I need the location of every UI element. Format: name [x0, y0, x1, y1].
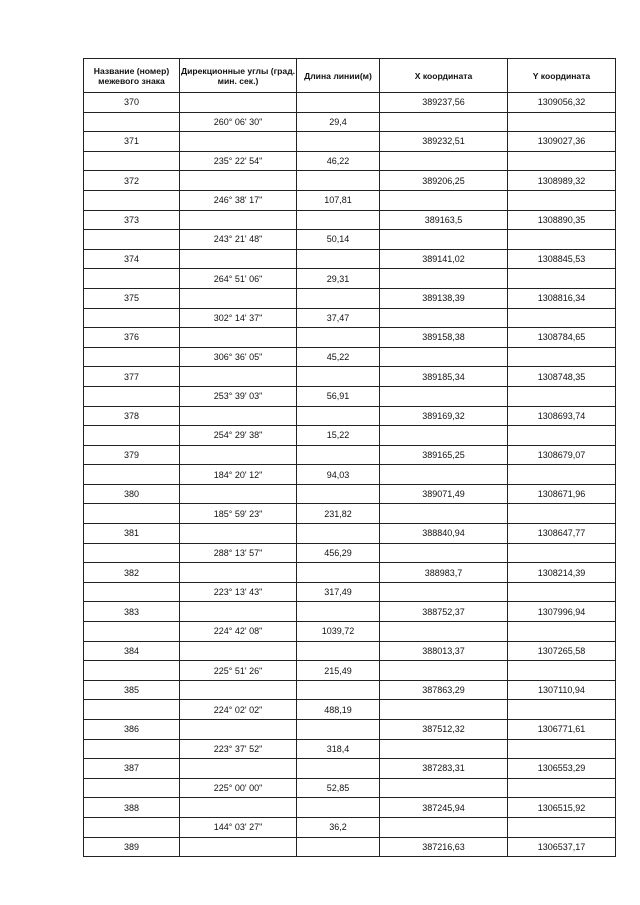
x-coordinate: 389185,34: [380, 367, 508, 387]
line-length: 50,14: [297, 230, 380, 250]
empty-cell: [84, 817, 180, 837]
y-coordinate: 1306537,17: [508, 837, 616, 857]
header-name: Название (номер) межевого знака: [84, 59, 180, 93]
table-row-point: [84, 93, 616, 113]
line-length: 488,19: [297, 700, 380, 720]
table-row-segment: [84, 504, 616, 524]
point-name: 386: [84, 720, 180, 740]
table-row-point: [84, 288, 616, 308]
empty-cell: [380, 386, 508, 406]
table-row-point: [84, 406, 616, 426]
empty-cell: [180, 288, 297, 308]
table-row-point: [84, 680, 616, 700]
empty-cell: [180, 602, 297, 622]
x-coordinate: 388013,37: [380, 641, 508, 661]
header-x: X координата: [380, 59, 508, 93]
direction-angle: 225° 51' 26": [180, 661, 297, 681]
empty-cell: [84, 622, 180, 642]
point-name: 374: [84, 249, 180, 269]
empty-cell: [84, 308, 180, 328]
empty-cell: [180, 406, 297, 426]
empty-cell: [508, 543, 616, 563]
line-length: 29,4: [297, 112, 380, 132]
empty-cell: [380, 622, 508, 642]
table-row-segment: [84, 817, 616, 837]
empty-cell: [508, 386, 616, 406]
direction-angle: 243° 21' 48": [180, 230, 297, 250]
table-row-point: [84, 563, 616, 583]
point-name: 371: [84, 132, 180, 152]
x-coordinate: 389206,25: [380, 171, 508, 191]
empty-cell: [380, 426, 508, 446]
empty-cell: [380, 190, 508, 210]
empty-cell: [180, 798, 297, 818]
empty-cell: [180, 171, 297, 191]
x-coordinate: 388752,37: [380, 602, 508, 622]
x-coordinate: 389237,56: [380, 93, 508, 113]
y-coordinate: 1308748,35: [508, 367, 616, 387]
empty-cell: [508, 700, 616, 720]
empty-cell: [508, 308, 616, 328]
x-coordinate: 387863,29: [380, 680, 508, 700]
line-length: 46,22: [297, 151, 380, 171]
table-row-segment: [84, 465, 616, 485]
y-coordinate: 1308679,07: [508, 445, 616, 465]
table-row-point: [84, 798, 616, 818]
empty-cell: [84, 700, 180, 720]
empty-cell: [180, 132, 297, 152]
y-coordinate: 1307110,94: [508, 680, 616, 700]
empty-cell: [297, 328, 380, 348]
empty-cell: [180, 641, 297, 661]
empty-cell: [508, 739, 616, 759]
empty-cell: [508, 112, 616, 132]
line-length: 1039,72: [297, 622, 380, 642]
table-body: [84, 93, 616, 857]
table-row-point: [84, 328, 616, 348]
direction-angle: 224° 02' 02": [180, 700, 297, 720]
coordinates-sheet: [83, 58, 615, 857]
empty-cell: [508, 190, 616, 210]
empty-cell: [297, 563, 380, 583]
point-name: 388: [84, 798, 180, 818]
empty-cell: [380, 308, 508, 328]
point-name: 375: [84, 288, 180, 308]
direction-angle: 260° 06' 30": [180, 112, 297, 132]
table-row-segment: [84, 347, 616, 367]
direction-angle: 235° 22' 54": [180, 151, 297, 171]
direction-angle: 306° 36' 05": [180, 347, 297, 367]
y-coordinate: 1309027,36: [508, 132, 616, 152]
empty-cell: [180, 680, 297, 700]
empty-cell: [180, 759, 297, 779]
line-length: 29,31: [297, 269, 380, 289]
point-name: 370: [84, 93, 180, 113]
empty-cell: [84, 386, 180, 406]
direction-angle: 223° 13' 43": [180, 582, 297, 602]
empty-cell: [84, 543, 180, 563]
direction-angle: 302° 14' 37": [180, 308, 297, 328]
table-row-point: [84, 602, 616, 622]
x-coordinate: 387216,63: [380, 837, 508, 857]
y-coordinate: 1308671,96: [508, 484, 616, 504]
empty-cell: [297, 680, 380, 700]
y-coordinate: 1308693,74: [508, 406, 616, 426]
empty-cell: [508, 504, 616, 524]
empty-cell: [84, 151, 180, 171]
y-coordinate: 1306515,92: [508, 798, 616, 818]
empty-cell: [84, 778, 180, 798]
table-row-segment: [84, 661, 616, 681]
table-row-segment: [84, 190, 616, 210]
line-length: 37,47: [297, 308, 380, 328]
empty-cell: [180, 524, 297, 544]
empty-cell: [84, 504, 180, 524]
empty-cell: [180, 210, 297, 230]
empty-cell: [297, 524, 380, 544]
empty-cell: [84, 347, 180, 367]
empty-cell: [380, 582, 508, 602]
empty-cell: [84, 582, 180, 602]
empty-cell: [508, 151, 616, 171]
table-row-segment: [84, 739, 616, 759]
empty-cell: [380, 739, 508, 759]
empty-cell: [508, 269, 616, 289]
empty-cell: [84, 269, 180, 289]
table-row-segment: [84, 700, 616, 720]
direction-angle: 223° 37' 52": [180, 739, 297, 759]
empty-cell: [380, 778, 508, 798]
empty-cell: [380, 230, 508, 250]
empty-cell: [180, 328, 297, 348]
table-row-segment: [84, 778, 616, 798]
empty-cell: [380, 543, 508, 563]
direction-angle: 288° 13' 57": [180, 543, 297, 563]
x-coordinate: 389169,32: [380, 406, 508, 426]
line-length: 231,82: [297, 504, 380, 524]
empty-cell: [297, 406, 380, 426]
empty-cell: [84, 190, 180, 210]
x-coordinate: 389158,38: [380, 328, 508, 348]
direction-angle: 224° 42' 08": [180, 622, 297, 642]
line-length: 94,03: [297, 465, 380, 485]
line-length: 107,81: [297, 190, 380, 210]
header-y: Y координата: [508, 59, 616, 93]
empty-cell: [297, 720, 380, 740]
point-name: 380: [84, 484, 180, 504]
empty-cell: [508, 582, 616, 602]
x-coordinate: 389165,25: [380, 445, 508, 465]
table-row-point: [84, 524, 616, 544]
empty-cell: [380, 465, 508, 485]
empty-cell: [380, 347, 508, 367]
empty-cell: [180, 445, 297, 465]
empty-cell: [380, 817, 508, 837]
empty-cell: [84, 230, 180, 250]
table-row-segment: [84, 308, 616, 328]
direction-angle: 253° 39' 03": [180, 386, 297, 406]
table-row-point: [84, 759, 616, 779]
empty-cell: [508, 817, 616, 837]
direction-angle: 184° 20' 12": [180, 465, 297, 485]
table-row-segment: [84, 151, 616, 171]
point-name: 387: [84, 759, 180, 779]
point-name: 383: [84, 602, 180, 622]
y-coordinate: 1307996,94: [508, 602, 616, 622]
direction-angle: 225° 00' 00": [180, 778, 297, 798]
table-row-point: [84, 132, 616, 152]
table-row-point: [84, 837, 616, 857]
table-row-point: [84, 641, 616, 661]
empty-cell: [508, 778, 616, 798]
table-row-segment: [84, 426, 616, 446]
table-row-point: [84, 367, 616, 387]
point-name: 382: [84, 563, 180, 583]
point-name: 373: [84, 210, 180, 230]
line-length: 56,91: [297, 386, 380, 406]
empty-cell: [180, 563, 297, 583]
empty-cell: [84, 465, 180, 485]
point-name: 376: [84, 328, 180, 348]
x-coordinate: 388983,7: [380, 563, 508, 583]
point-name: 379: [84, 445, 180, 465]
table-row-segment: [84, 622, 616, 642]
empty-cell: [180, 484, 297, 504]
line-length: 318,4: [297, 739, 380, 759]
y-coordinate: 1306553,29: [508, 759, 616, 779]
empty-cell: [297, 445, 380, 465]
x-coordinate: 389138,39: [380, 288, 508, 308]
empty-cell: [180, 367, 297, 387]
empty-cell: [297, 759, 380, 779]
empty-cell: [297, 288, 380, 308]
empty-cell: [380, 151, 508, 171]
empty-cell: [84, 426, 180, 446]
x-coordinate: 389071,49: [380, 484, 508, 504]
empty-cell: [84, 739, 180, 759]
table-header-row: [84, 59, 616, 93]
table-row-segment: [84, 112, 616, 132]
empty-cell: [380, 112, 508, 132]
direction-angle: 185° 59' 23": [180, 504, 297, 524]
x-coordinate: 387283,31: [380, 759, 508, 779]
y-coordinate: 1308784,65: [508, 328, 616, 348]
table-row-point: [84, 210, 616, 230]
y-coordinate: 1308647,77: [508, 524, 616, 544]
point-name: 372: [84, 171, 180, 191]
direction-angle: 144° 03' 27": [180, 817, 297, 837]
empty-cell: [84, 661, 180, 681]
point-name: 384: [84, 641, 180, 661]
table-row-point: [84, 249, 616, 269]
x-coordinate: 387512,32: [380, 720, 508, 740]
empty-cell: [297, 210, 380, 230]
empty-cell: [84, 112, 180, 132]
empty-cell: [297, 641, 380, 661]
empty-cell: [180, 93, 297, 113]
line-length: 15,22: [297, 426, 380, 446]
empty-cell: [508, 661, 616, 681]
x-coordinate: 388840,94: [380, 524, 508, 544]
empty-cell: [297, 171, 380, 191]
line-length: 215,49: [297, 661, 380, 681]
point-name: 377: [84, 367, 180, 387]
y-coordinate: 1308214,39: [508, 563, 616, 583]
y-coordinate: 1308816,34: [508, 288, 616, 308]
y-coordinate: 1308989,32: [508, 171, 616, 191]
boundary-coordinates-table: [83, 58, 616, 857]
x-coordinate: 389141,02: [380, 249, 508, 269]
point-name: 381: [84, 524, 180, 544]
y-coordinate: 1309056,32: [508, 93, 616, 113]
empty-cell: [508, 347, 616, 367]
direction-angle: 254° 29' 38": [180, 426, 297, 446]
y-coordinate: 1306771,61: [508, 720, 616, 740]
empty-cell: [297, 132, 380, 152]
empty-cell: [180, 837, 297, 857]
empty-cell: [380, 661, 508, 681]
line-length: 45,22: [297, 347, 380, 367]
direction-angle: 264° 51' 06": [180, 269, 297, 289]
y-coordinate: 1308845,53: [508, 249, 616, 269]
table-row-segment: [84, 543, 616, 563]
empty-cell: [380, 269, 508, 289]
empty-cell: [380, 504, 508, 524]
empty-cell: [297, 367, 380, 387]
point-name: 389: [84, 837, 180, 857]
table-row-point: [84, 445, 616, 465]
direction-angle: 246° 38' 17": [180, 190, 297, 210]
table-row-segment: [84, 269, 616, 289]
header-length: Длина линии(м): [297, 59, 380, 93]
line-length: 52,85: [297, 778, 380, 798]
point-name: 385: [84, 680, 180, 700]
line-length: 36,2: [297, 817, 380, 837]
empty-cell: [297, 602, 380, 622]
empty-cell: [297, 484, 380, 504]
line-length: 456,29: [297, 543, 380, 563]
empty-cell: [508, 465, 616, 485]
x-coordinate: 389232,51: [380, 132, 508, 152]
table-row-point: [84, 720, 616, 740]
empty-cell: [180, 720, 297, 740]
empty-cell: [508, 426, 616, 446]
empty-cell: [380, 700, 508, 720]
table-row-point: [84, 484, 616, 504]
table-row-segment: [84, 582, 616, 602]
empty-cell: [180, 249, 297, 269]
line-length: 317,49: [297, 582, 380, 602]
empty-cell: [297, 93, 380, 113]
header-angle: Дирекционные углы (град. мин. сек.): [180, 59, 297, 93]
point-name: 378: [84, 406, 180, 426]
table-row-segment: [84, 386, 616, 406]
empty-cell: [508, 230, 616, 250]
empty-cell: [297, 798, 380, 818]
table-row-point: [84, 171, 616, 191]
empty-cell: [297, 249, 380, 269]
y-coordinate: 1307265,58: [508, 641, 616, 661]
x-coordinate: 389163,5: [380, 210, 508, 230]
table-row-segment: [84, 230, 616, 250]
empty-cell: [297, 837, 380, 857]
x-coordinate: 387245,94: [380, 798, 508, 818]
empty-cell: [508, 622, 616, 642]
y-coordinate: 1308890,35: [508, 210, 616, 230]
